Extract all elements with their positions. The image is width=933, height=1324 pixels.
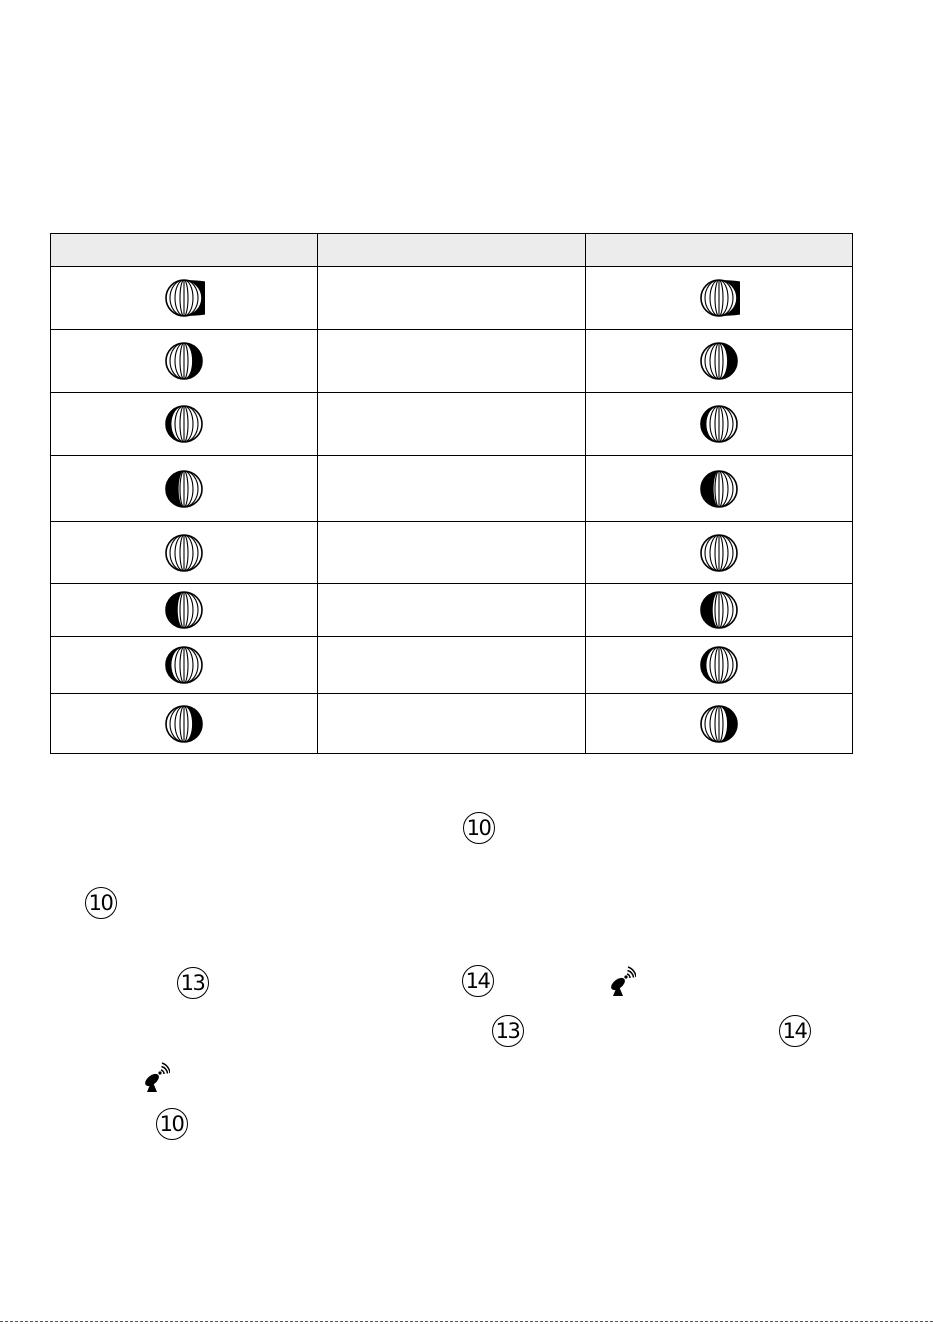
moon-phase-icon [698,644,740,686]
moon-phase-label-cell [318,522,585,584]
moon-phase-icon [698,468,740,510]
table-row [51,393,853,456]
marker-10: 10 [156,1108,188,1140]
moon-phase-table [50,233,853,754]
moon-phase-icon [698,703,740,745]
marker-14: 14 [462,965,494,997]
moon-phase-display-cell [585,522,852,584]
moon-phase-icon [698,532,740,574]
table-row [51,522,853,584]
moon-phase-display-cell [585,637,852,694]
moon-phase-label-cell [318,393,585,456]
moon-phase-label-cell [318,637,585,694]
marker-10: 10 [85,887,117,919]
moon-phase-cell [51,637,318,694]
moon-phase-icon [163,403,205,445]
moon-phase-label-cell [318,456,585,522]
moon-phase-display-cell [585,330,852,393]
moon-phase-icon [698,277,740,319]
moon-phase-icon [163,644,205,686]
moon-phase-icon [163,703,205,745]
marker-14: 14 [779,1015,811,1047]
table-row [51,637,853,694]
moon-phase-cell [51,393,318,456]
table-row [51,267,853,330]
moon-phase-label-cell [318,330,585,393]
table-header-cell [51,234,318,267]
moon-phase-display-cell [585,267,852,330]
moon-phase-display-cell [585,393,852,456]
moon-phase-label-cell [318,267,585,330]
moon-phase-icon [163,340,205,382]
moon-phase-label-cell [318,584,585,637]
moon-phase-cell [51,522,318,584]
moon-phase-icon [698,340,740,382]
table-row [51,694,853,754]
moon-phase-cell [51,330,318,393]
table-row [51,330,853,393]
marker-13: 13 [492,1015,524,1047]
table-header-cell [318,234,585,267]
moon-phase-cell [51,584,318,637]
moon-phase-display-cell [585,456,852,522]
radio-signal-icon [606,966,636,998]
moon-phase-icon [163,532,205,574]
moon-phase-cell [51,267,318,330]
table-row [51,456,853,522]
page-bottom-rule [0,1321,933,1322]
radio-signal-icon [140,1062,170,1094]
moon-phase-icon [163,277,205,319]
marker-13: 13 [177,967,209,999]
table-header-row [51,234,853,267]
table-header-cell [585,234,852,267]
moon-phase-label-cell [318,694,585,754]
table-row [51,584,853,637]
moon-phase-icon [698,589,740,631]
moon-phase-display-cell [585,584,852,637]
moon-phase-cell [51,694,318,754]
moon-phase-display-cell [585,694,852,754]
moon-phase-icon [163,468,205,510]
moon-phase-cell [51,456,318,522]
marker-10: 10 [463,812,495,844]
moon-phase-icon [163,589,205,631]
moon-phase-icon [698,403,740,445]
